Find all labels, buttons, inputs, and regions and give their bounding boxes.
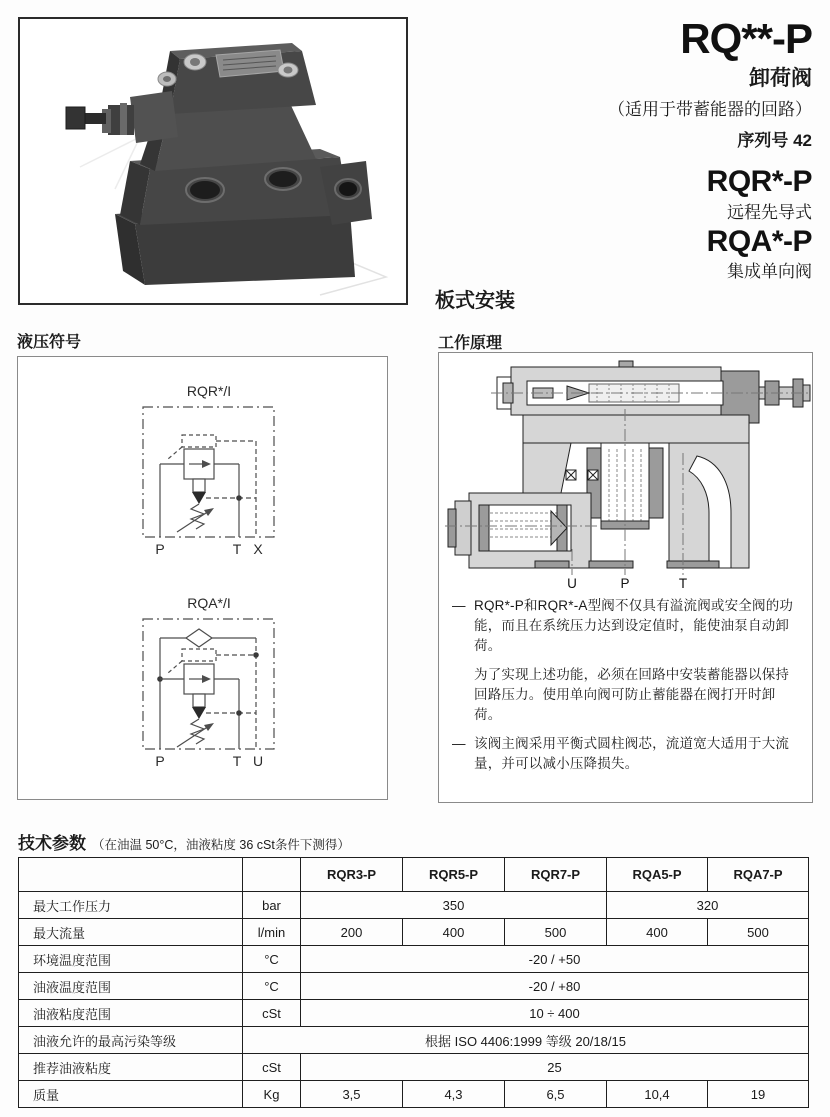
- check-valve-symbol: [186, 629, 212, 647]
- unit-cell: °C: [243, 973, 301, 1000]
- port-label-x1: X: [253, 541, 263, 557]
- series-label: 序列号 42: [737, 131, 812, 150]
- adjustment-screw: [66, 91, 178, 143]
- bullet-item: [452, 665, 802, 725]
- unit-cell: °C: [243, 946, 301, 973]
- application-note: （适用于带蓄能器的回路）: [608, 100, 812, 119]
- value-cell: 10 ÷ 400: [301, 1000, 809, 1027]
- valve-cross-section: [439, 353, 811, 593]
- value-cell: 3,5: [301, 1081, 403, 1108]
- spring-symbol: [191, 504, 204, 529]
- row-label: 质量: [19, 1081, 243, 1108]
- spring-symbol: [191, 719, 204, 744]
- value-cell: 350: [301, 892, 607, 919]
- table-row: [19, 946, 809, 973]
- title-block: [412, 15, 812, 282]
- hydraulic-symbols-heading: 液压符号: [17, 334, 82, 351]
- tech-params-title: 技术参数: [18, 834, 86, 853]
- value-cell: 500: [505, 919, 607, 946]
- value-cell: -20 / +80: [301, 973, 809, 1000]
- port-label-t1: T: [232, 541, 242, 557]
- value-cell: 25: [301, 1054, 809, 1081]
- unit-cell: Kg: [243, 1081, 301, 1108]
- rqa-symbol-title: RQA*/I: [187, 595, 231, 611]
- rqr-symbol-title: RQR*/I: [186, 383, 232, 399]
- cross-section-port-u: U: [567, 576, 577, 591]
- value-cell: 400: [403, 919, 505, 946]
- table-header-row: [19, 858, 809, 892]
- row-label: 最大工作压力: [19, 892, 243, 919]
- unit-cell: l/min: [243, 919, 301, 946]
- tech-params-heading: [18, 829, 350, 854]
- row-label: 油液允许的最高污染等级: [19, 1027, 243, 1054]
- mount-type-label: 板式安装: [435, 290, 515, 312]
- principle-bullets: [439, 593, 812, 774]
- column-header: RQR3-P: [301, 858, 403, 892]
- port-label-t2: T: [232, 753, 242, 769]
- column-header: RQA7-P: [708, 858, 809, 892]
- product-photo-illustration: [20, 19, 406, 303]
- bullet-dash: —: [452, 598, 466, 613]
- bullet-text: 为了实现上述功能，必须在回路中安装蓄能器以保持回路压力。使用单向阀可防止蓄能器在阀打开时卸荷。: [474, 666, 790, 722]
- product-photo-frame: [18, 17, 408, 305]
- port-label-u2: U: [252, 753, 264, 769]
- table-row: [19, 1000, 809, 1027]
- column-header: RQA5-P: [607, 858, 708, 892]
- table-row: [19, 1081, 809, 1108]
- cross-section-port-p: P: [620, 576, 630, 591]
- variant-desc-rqr: 远程先导式: [727, 202, 812, 222]
- value-cell: 根据 ISO 4406:1999 等级 20/18/15: [243, 1027, 809, 1054]
- variant-model-rqa: RQA*-P: [706, 224, 812, 258]
- rqr-symbol-diagram: [143, 407, 274, 537]
- working-principle-box: [438, 352, 813, 803]
- value-cell: 320: [607, 892, 809, 919]
- value-cell: -20 / +50: [301, 946, 809, 973]
- tech-params-table: [18, 857, 809, 1108]
- hydraulic-symbols-box: [17, 356, 388, 800]
- bullet-text: 该阀主阀采用平衡式圆柱阀芯，流道宽大适用于大流量，并可以减小压降损失。: [474, 735, 790, 771]
- bullet-text: RQR*-P和RQR*-A型阀不仅具有溢流阀或安全阀的功能，而且在系统压力达到设定值时，能使油泵自动卸荷。: [474, 598, 794, 653]
- header-empty-label: [19, 858, 243, 892]
- unit-cell: cSt: [243, 1000, 301, 1027]
- row-label: 油液温度范围: [19, 973, 243, 1000]
- unit-cell: cSt: [243, 1054, 301, 1081]
- port-label-p1: P: [155, 541, 165, 557]
- header-empty-unit: [243, 858, 301, 892]
- bullet-item: [452, 596, 802, 656]
- value-cell: 500: [708, 919, 809, 946]
- rqa-symbol-diagram: [143, 619, 274, 749]
- value-cell: 200: [301, 919, 403, 946]
- variant-desc-rqa: 集成单向阀: [727, 262, 812, 281]
- cross-section-body: [448, 361, 810, 568]
- valve-type-label: 卸荷阀: [749, 67, 812, 90]
- tech-params-table-wrap: [18, 857, 809, 1108]
- port-label-p2: P: [155, 753, 165, 769]
- tech-params-note: （在油温 50°C，油液粘度 36 cSt条件下测得）: [92, 838, 350, 852]
- variant-model-rqr: RQR*-P: [706, 165, 812, 198]
- value-cell: 6,5: [505, 1081, 607, 1108]
- table-row: [19, 1054, 809, 1081]
- table-row: [19, 892, 809, 919]
- working-principle-heading: 工作原理: [438, 335, 503, 352]
- column-header: RQR7-P: [505, 858, 607, 892]
- model-code: RQ**-P: [680, 15, 812, 62]
- bullet-item: [452, 734, 802, 774]
- cross-section-port-t: T: [678, 576, 688, 591]
- value-cell: 400: [607, 919, 708, 946]
- value-cell: 4,3: [403, 1081, 505, 1108]
- column-header: RQR5-P: [403, 858, 505, 892]
- unit-cell: bar: [243, 892, 301, 919]
- row-label: 推荐油液粘度: [19, 1054, 243, 1081]
- table-row: [19, 973, 809, 1000]
- bullet-dash: [452, 665, 474, 725]
- valve-pilot-head: [160, 43, 316, 114]
- table-row: [19, 1027, 809, 1054]
- hydraulic-symbol-diagrams: [18, 357, 386, 798]
- bullet-dash: —: [452, 735, 466, 751]
- value-cell: 19: [708, 1081, 809, 1108]
- row-label: 最大流量: [19, 919, 243, 946]
- value-cell: 10,4: [607, 1081, 708, 1108]
- table-row: [19, 919, 809, 946]
- row-label: 油液粘度范围: [19, 1000, 243, 1027]
- row-label: 环境温度范围: [19, 946, 243, 973]
